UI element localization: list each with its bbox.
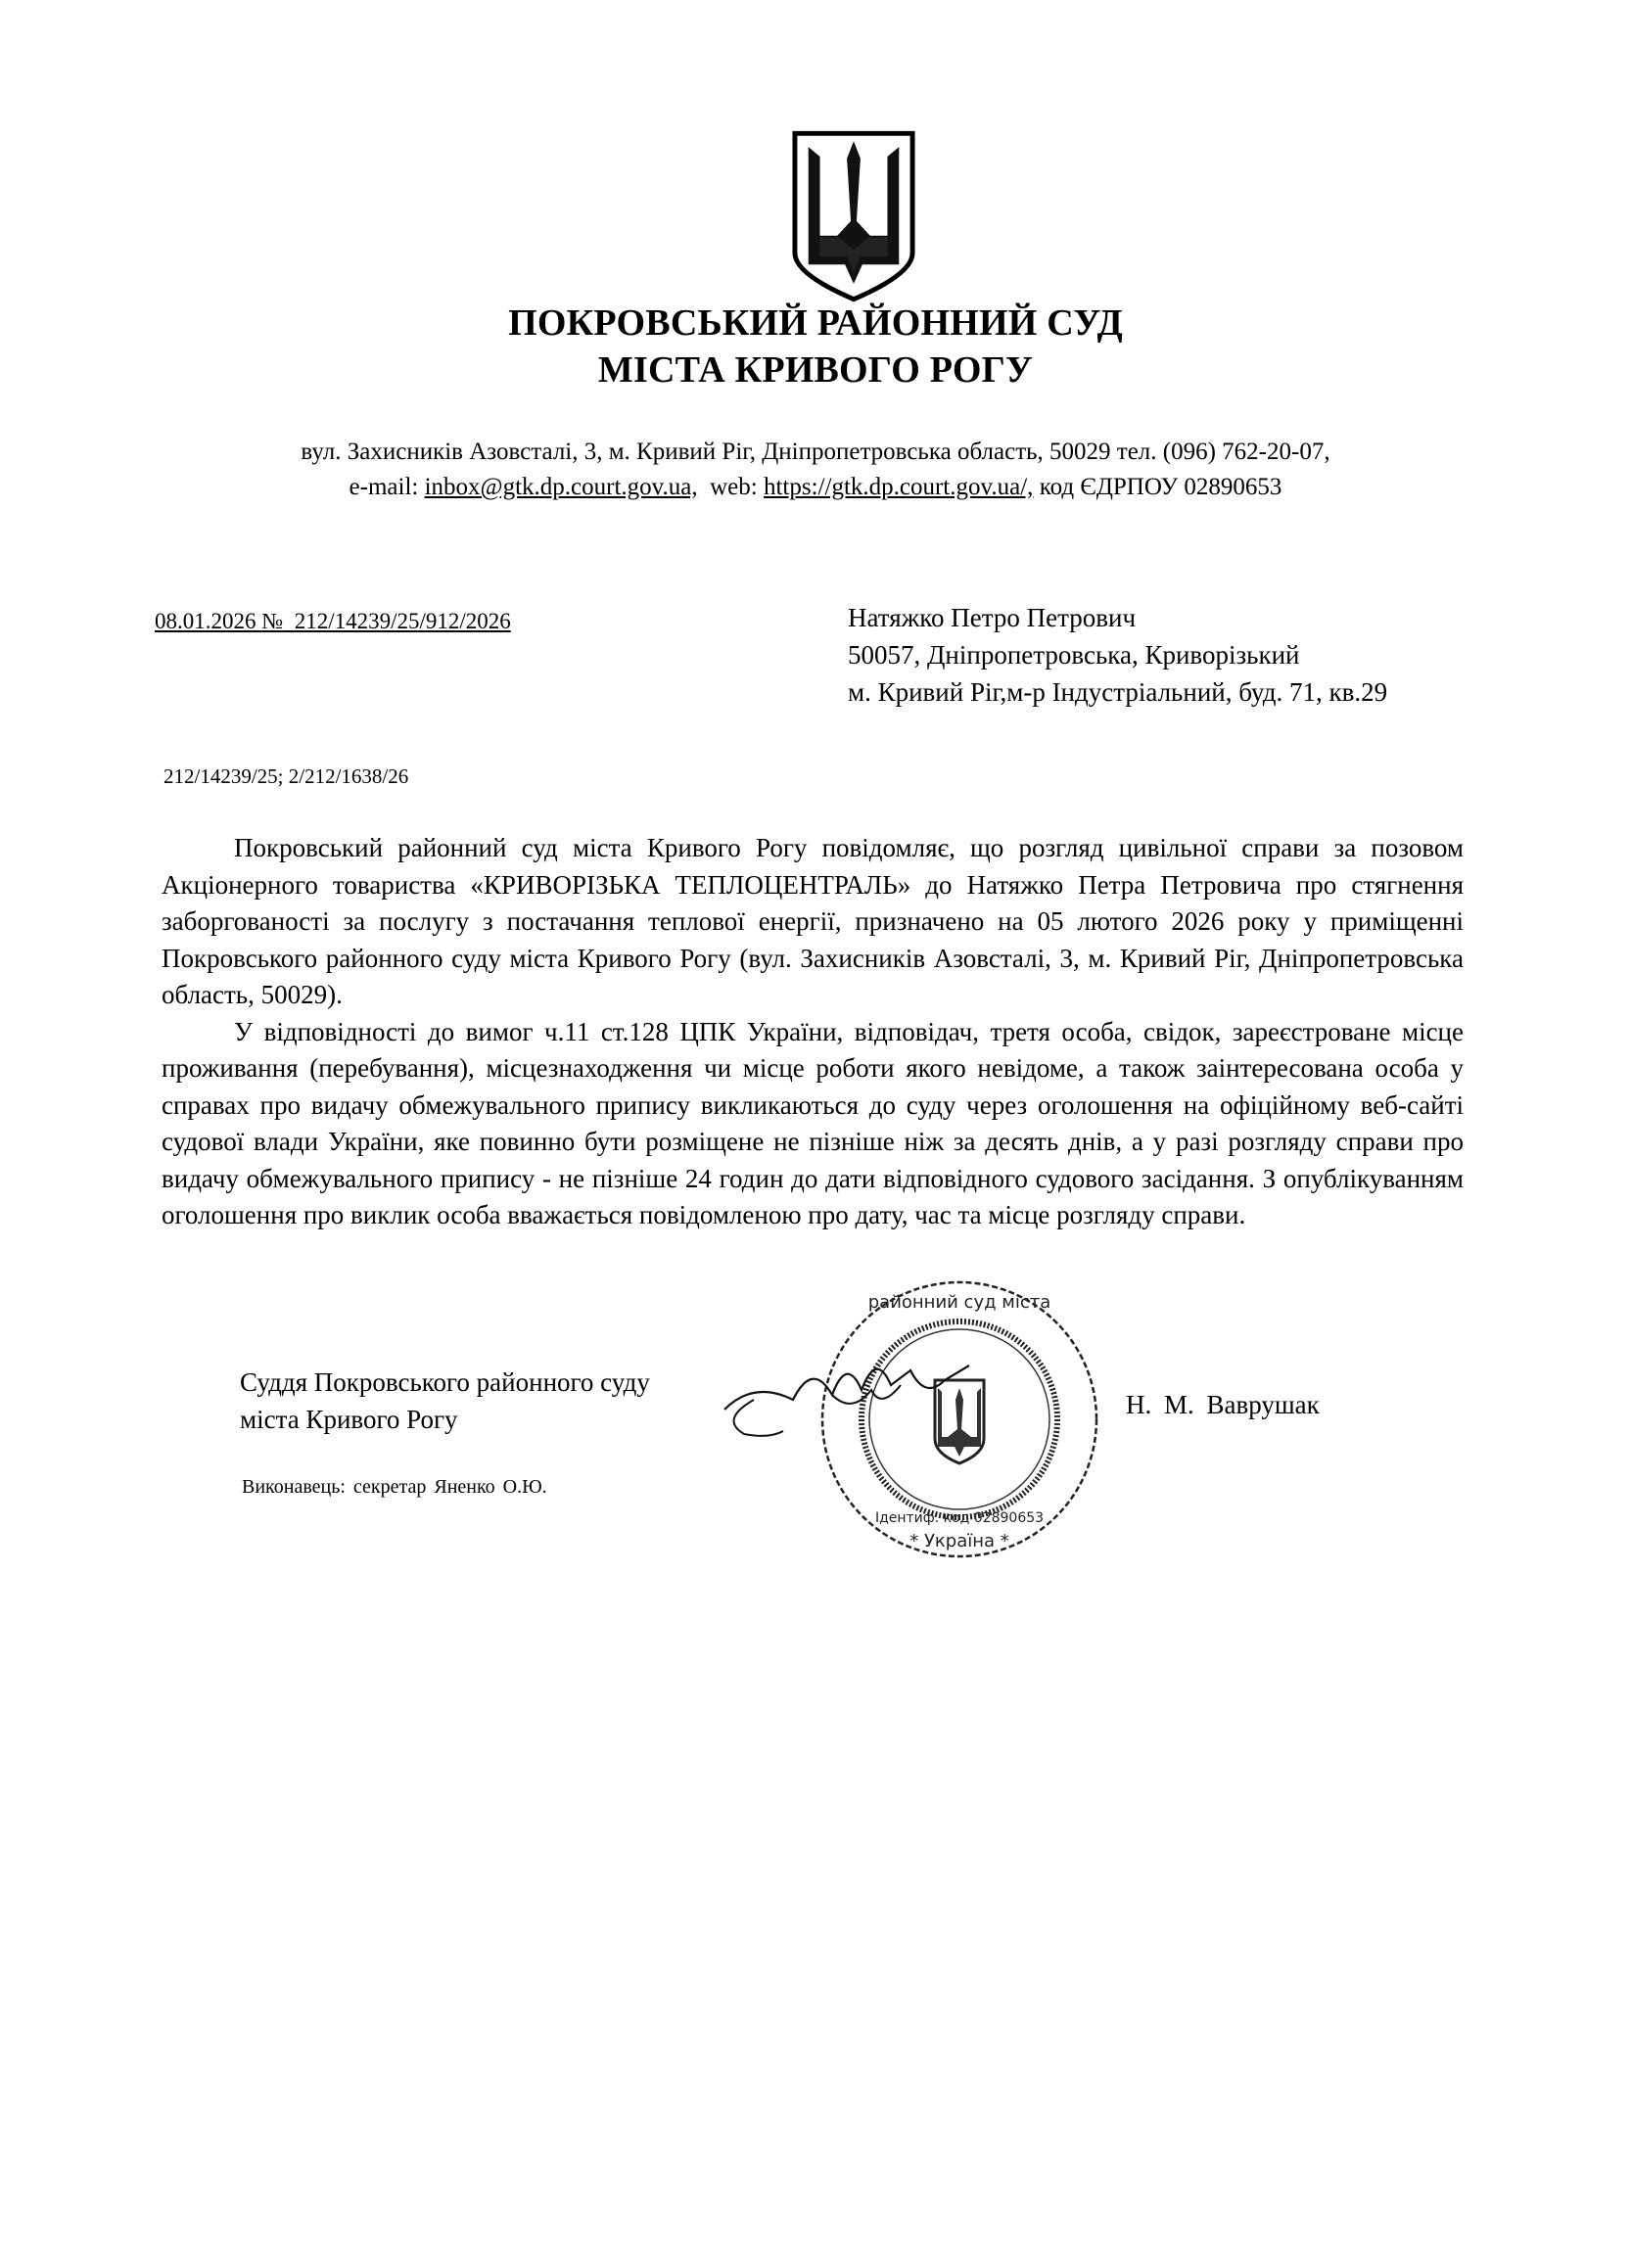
executor-line: Виконавець: секретар Яненко О.Ю. xyxy=(242,1476,547,1498)
case-numbers: 212/14239/25; 2/212/1638/26 xyxy=(163,764,409,788)
judge-position xyxy=(240,1364,650,1438)
judge-name: Н. М. Ваврушак xyxy=(1126,1390,1320,1419)
recipient-address-line1: 50057, Дніпропетровська, Криворізький xyxy=(848,640,1300,670)
svg-text:Ідентиф. код 02890653: Ідентиф. код 02890653 xyxy=(874,1510,1045,1526)
judge-position-line1: Суддя Покровського районного суду xyxy=(240,1367,650,1397)
email-label: e-mail: xyxy=(349,474,425,500)
outgoing-date: 08.01.2026 xyxy=(155,609,256,633)
court-email-web-line xyxy=(0,470,1631,505)
svg-text:* Україна *: * Україна * xyxy=(909,1531,1009,1551)
recipient-address-line2: м. Кривий Ріг,м-р Індустріальний, буд. 71, кв.29 xyxy=(848,677,1388,707)
svg-text:районний суд міста: районний суд міста xyxy=(867,1292,1051,1313)
edrpou-code: код ЄДРПОУ 02890653 xyxy=(1033,474,1282,500)
outgoing-reg-number: 212/14239/25/912/2026 xyxy=(294,609,511,633)
court-name-line1: ПОКРОВСЬКИЙ РАЙОННИЙ СУД xyxy=(508,302,1123,344)
letter-body xyxy=(162,830,1464,1234)
court-name-line2: МІСТА КРИВОГО РОГУ xyxy=(597,349,1034,391)
coat-of-arms-icon xyxy=(791,129,916,303)
web-link[interactable]: https://gtk.dp.court.gov.ua/, xyxy=(763,474,1034,500)
court-contacts xyxy=(0,435,1631,505)
judge-position-line2: міста Кривого Рогу xyxy=(240,1405,458,1434)
email-link[interactable]: inbox@gtk.dp.court.gov.ua, xyxy=(424,474,698,500)
paragraph-hearing-notice: Покровський районний суд міста Кривого Рогу повідомляє, що розгляд цивільної справи за позовом Акціонерного товариства «КРИВОРІЗЬКА ТЕПЛОЦЕНТРАЛЬ» до Натяжко Петра Петровича про стягнення заборгованості за послугу з постачання теплової енергії, призначено на 05 лютого 2026 року у приміщенні Покровського районного суду міста Кривого Рогу (вул. Захисників Азовсталі, 3, м. Кривий Ріг, Дніпропетровська область, 50029). xyxy=(162,833,1464,1009)
outgoing-number xyxy=(155,607,511,636)
judge-signature xyxy=(715,1341,1008,1439)
court-address: вул. Захисників Азовсталі, 3, м. Кривий Ріг, Дніпропетровська область, 50029 тел. (096) 762-20-07, xyxy=(301,439,1330,465)
paragraph-legal-basis: У відповідності до вимог ч.11 ст.128 ЦПК України, відповідач, третя особа, свідок, зареєстроване місце проживання (перебування), місцезнаходження чи місце роботи якого невідоме, а також заінтересована особа у справах про видачу обмежувального припису викликаються до суду через оголошення на офіційному веб-сайті судової влади України, яке повинно бути розміщене не пізніше ніж за десять днів, а у разі розгляду справи про видачу обмежувального припису - не пізніше 24 годин до дати відповідного судового засідання. З опублікуванням оголошення про виклик особа вважається повідомленою про дату, час та місце розгляду справи. xyxy=(162,1016,1464,1229)
number-sign: № xyxy=(261,609,284,633)
recipient-block xyxy=(848,599,1387,711)
court-name xyxy=(0,300,1631,393)
recipient-name: Натяжко Петро Петрович xyxy=(848,603,1137,632)
web-label: web: xyxy=(710,474,764,500)
